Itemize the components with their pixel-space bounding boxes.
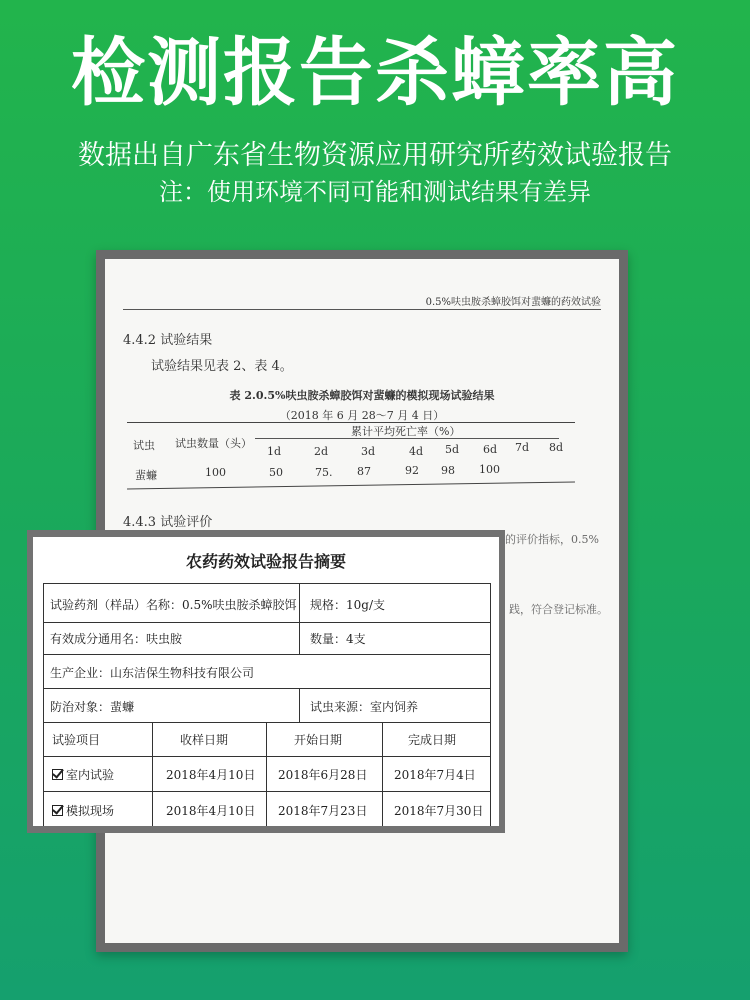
row-divider [44,688,490,689]
table-day: 3d [361,445,376,458]
row-divider [44,791,490,792]
table-day: 8d [549,441,564,454]
row-item-label: 模拟现场 [66,804,115,818]
table-day: 7d [515,441,530,454]
row-end: 2018年7月4日 [394,768,476,782]
table-sub-rule [255,438,559,439]
table-day: 2d [314,445,329,458]
table-row-value: 75. [315,466,333,479]
agent-name: 试验药剂（样品）名称：0.5%呋虫胺杀蟑胶饵 [50,598,297,612]
quantity: 数量：4支 [310,632,366,646]
row-item [52,802,114,819]
row-divider [44,756,490,757]
header-item: 试验项目 [52,733,101,747]
table-row-value: 98 [441,464,455,477]
target-pest: 防治对象：蜚蠊 [50,700,135,714]
active-ingredient: 有效成分通用名：呋虫胺 [50,632,183,646]
table-header-mortality: 累计平均死亡率（%） [351,425,461,438]
table-day: 1d [267,445,282,458]
row-item [52,766,114,783]
running-head: 0.5%呋虫胺杀蟑胶饵对蜚蠊的药效试验 [425,297,601,308]
eval-text-fragment: 的评价指标，0.5% [505,533,599,546]
table-row-value: 50 [269,466,283,479]
col-divider [266,722,267,826]
row-divider [44,722,490,723]
section-result-title: 4.4.2 试验结果 [123,333,213,348]
spec: 规格：10g/支 [310,598,385,612]
header-start: 开始日期 [294,733,343,747]
row-divider [44,654,490,655]
header-received: 收样日期 [180,733,229,747]
col-divider [382,722,383,826]
summary-card [27,530,505,833]
table-row-count: 100 [205,466,226,479]
row-item-label: 室内试验 [66,768,115,782]
running-head-rule [123,309,601,310]
section-eval-title: 4.4.3 试验评价 [123,515,213,530]
banner-headline: 检测报告杀蟑率高 [71,30,679,116]
row-end: 2018年7月30日 [394,804,484,818]
conclusion-text-fragment: 践，符合登记标准。 [509,603,608,616]
row-received: 2018年4月10日 [166,768,256,782]
producer: 生产企业：山东洁保生物科技有限公司 [50,666,255,680]
summary-table [43,583,491,826]
checkbox-checked-icon [52,805,63,816]
row-start: 2018年7月23日 [278,804,368,818]
row-start: 2018年6月28日 [278,768,368,782]
checkbox-checked-icon [52,769,63,780]
col-divider [299,584,300,654]
row-received: 2018年4月10日 [166,804,256,818]
table-title: 表 2.0.5%呋虫胺杀蟑胶饵对蜚蠊的模拟现场试验结果 [229,389,495,402]
table-header-insect: 试虫 [133,439,155,452]
table-day: 6d [483,443,498,456]
banner-source: 数据出自广东省生物资源应用研究所药效试验报告 [78,140,672,171]
col-divider [299,688,300,722]
table-row-value: 100 [479,463,500,476]
header-end: 完成日期 [408,733,457,747]
result-text: 试验结果见表 2、表 4。 [151,359,293,374]
insect-source: 试虫来源：室内饲养 [310,700,419,714]
table-row-value: 87 [357,465,371,478]
table-row-label: 蜚蠊 [135,469,157,482]
table-day: 5d [445,443,460,456]
banner-note: 注：使用环境不同可能和测试结果有差异 [159,178,591,206]
table-header-count: 试虫数量（头） [175,437,252,450]
table-bottom-rule [127,481,575,489]
col-divider [152,722,153,826]
summary-title: 农药药效试验报告摘要 [185,552,346,571]
summary-card-page [33,537,499,826]
row-divider [44,622,490,623]
table-day: 4d [409,445,424,458]
table-date: （2018 年 6 月 28～7 月 4 日） [279,409,445,422]
table-row-value: 92 [405,464,419,477]
